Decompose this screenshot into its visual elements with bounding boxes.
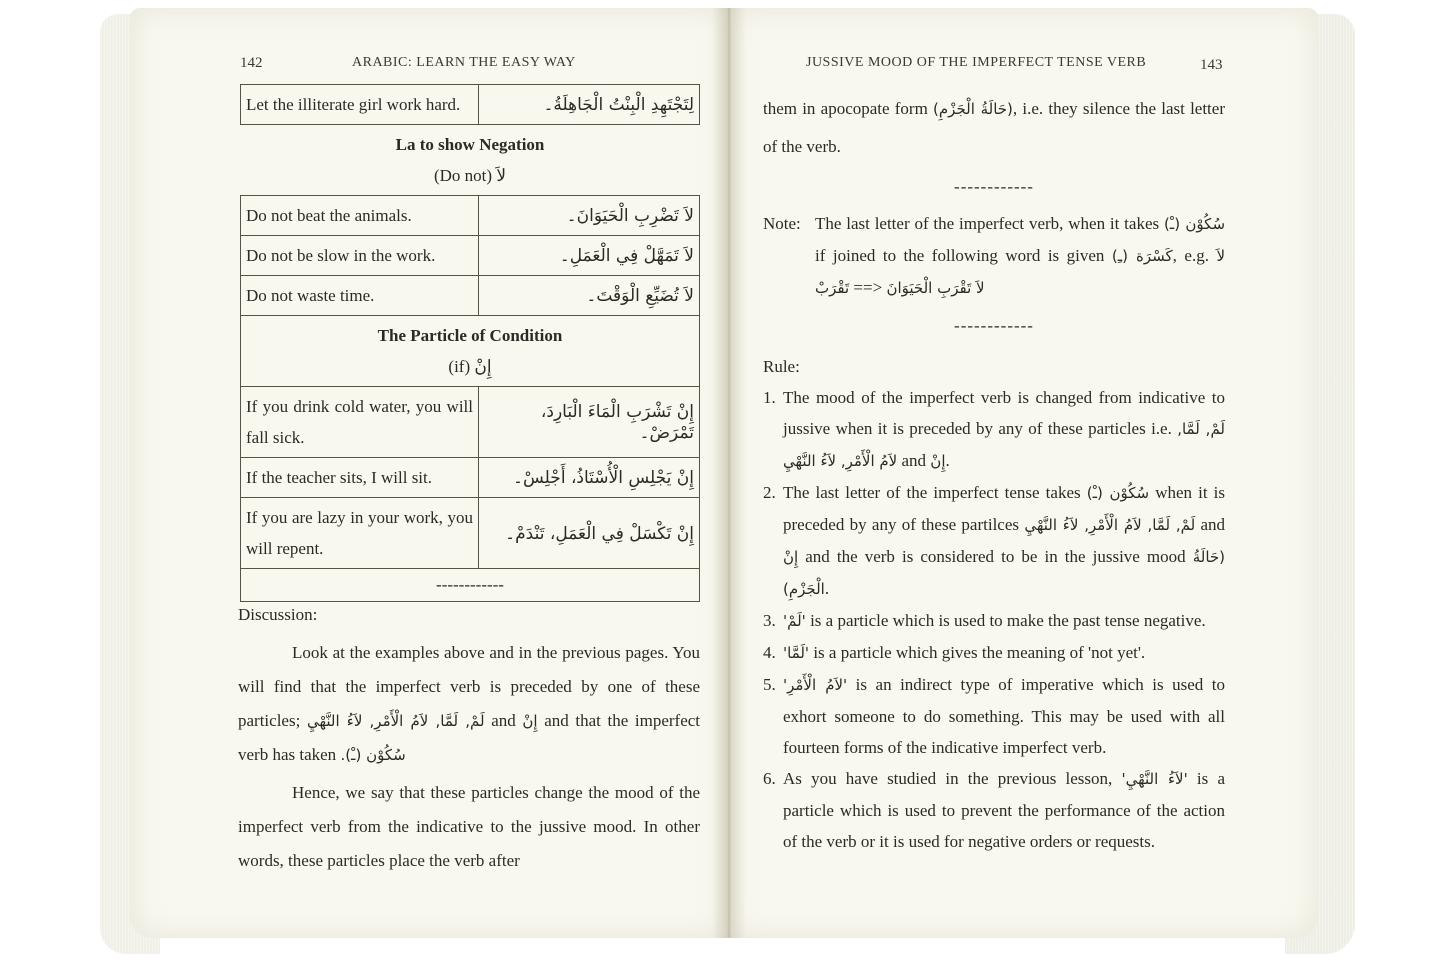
separator-dashes: ------------ [954, 177, 1034, 196]
list-item: 5. 'لاَمُ الْأَمْرِ' is an indirect type of imperative which is used to exhort someone to do something. This may be used with all fourteen forms of the indicative imperfect verb. [763, 675, 1225, 757]
arabic-cell: لِتَجْتَهِدِ الْبِنْتُ الْجَاهِلَةُ۔ [479, 85, 700, 125]
discussion-paragraph-1: Look at the examples above and in the previous pages. You will find that the imperfect verb is preceded by one of these particles; لَمْ, لَمَّا, لاَمُ الْأَمْرِ, لاَءُ النَّهْيِ and إِنْ and that the imperfect verb has taken سُكُوْن (ـْ). [238, 643, 701, 764]
closing-dashes: ------------ [241, 569, 700, 602]
section-subtitle-condition: (if) إِنْ [448, 357, 492, 376]
rule-label: Rule: [763, 357, 800, 376]
arabic-sukun: سُكُوْن (ـْ). [340, 746, 406, 764]
section-title-negation: La to show Negation [395, 135, 545, 154]
arabic-particle-in: إِنْ [522, 712, 538, 730]
table-row [241, 276, 700, 316]
right-page-number: 143 [1200, 57, 1223, 73]
english-cell: Do not waste time. [241, 276, 479, 316]
list-item: 6. As you have studied in the previous lesson, 'لاَءُ النَّهْيِ' is a particle which is used to prevent the performance of the action of the verb or it is used for negative orders or requests. [763, 769, 1226, 851]
english-cell: If you drink cold water, you will fall sick. [241, 387, 479, 458]
arabic-cell: إِنْ تَكْسَلْ فِي الْعَمَلِ، تَنْدَمْ۔ [479, 498, 700, 569]
arabic-cell: إِنْ يَجْلِسِ الْأُسْتَاذُ، أَجْلِسْ۔ [479, 458, 700, 498]
list-item: 3. 'لَمْ' is a particle which is used to make the past tense negative. [763, 611, 1206, 630]
right-page-body [763, 90, 1225, 857]
english-cell: Let the illiterate girl work hard. [241, 85, 479, 125]
left-running-head: ARABIC: LEARN THE EASY WAY [352, 55, 576, 70]
examples-table [240, 84, 700, 602]
section-header-row [241, 316, 700, 387]
table-row [241, 196, 700, 236]
arabic-cell: إِنْ تَشْرَبِ الْمَاءَ الْبَارِدَ، تَمْرَضْ۔ [479, 387, 700, 458]
table-row [241, 236, 700, 276]
english-cell: If you are lazy in your work, you will repent. [241, 498, 479, 569]
table-row [241, 85, 700, 125]
table-row [241, 458, 700, 498]
discussion-paragraph-2: Hence, we say that these particles change the mood of the imperfect verb from the indicative to the jussive mood. In other words, these particles place the verb after [238, 783, 700, 870]
left-page-number: 142 [240, 55, 263, 71]
arabic-cell: لاَ تُضَيِّعِ الْوَقْتَ۔ [479, 276, 700, 316]
separator-dashes: ------------ [954, 316, 1034, 335]
book-gutter [712, 8, 746, 938]
right-running-head: JUSSIVE MOOD OF THE IMPERFECT TENSE VERB [806, 55, 1147, 70]
arabic-cell: لاَ تَمَهَّلْ فِي الْعَمَلِ۔ [479, 236, 700, 276]
note-block: Note: The last letter of the imperfect verb, when it takes سُكُوْن (ـْ) if joined to the following word is given كَسْرَة (ـِ), e.g. لاَ تَقْرَبْ ==> لاَ تَقْرَبِ الْحَيَوَانَ [763, 208, 1225, 304]
list-item: 4. 'لَمَّا' is a particle which gives the meaning of 'not yet'. [763, 643, 1146, 662]
table-row [241, 387, 700, 458]
section-header-row [241, 125, 700, 196]
table-row [241, 498, 700, 569]
intro-paragraph: them in apocopate form (حَالَةُ الْجَزْمِ), i.e. they silence the last letter of the verb. [763, 99, 1225, 156]
section-subtitle-negation: (Do not) لاَ [433, 166, 507, 185]
rules-list [763, 382, 1225, 857]
english-cell: Do not beat the animals. [241, 196, 479, 236]
discussion-label: Discussion: [238, 605, 318, 624]
list-item: 2. The last letter of the imperfect tense takes سُكُوْن (ـْ) when it is preceded by any of these partilces لَمْ, لَمَّا, لاَمُ الْأَمْرِ, لاَءُ النَّهْيِ and إِنْ and the verb is considered to be in the jussive mood (حَالَةُ الْجَزْمِ). [763, 483, 1226, 598]
note-label: Note: [763, 214, 801, 233]
list-item: 1. The mood of the imperfect verb is changed from indicative to jussive when it is preceded by any of these particles i.e. لَمْ, لَمَّا, لاَمُ الْأَمْرِ, لاَءُ النَّهْيِ and إِنْ. [763, 388, 1226, 470]
table-closing-row [241, 569, 700, 602]
section-title-condition: The Particle of Condition [377, 326, 563, 345]
english-cell: Do not be slow in the work. [241, 236, 479, 276]
arabic-cell: لاَ تَضْرِبِ الْحَيَوَانَ۔ [479, 196, 700, 236]
english-cell: If the teacher sits, I will sit. [241, 458, 479, 498]
discussion-section [238, 600, 700, 878]
arabic-particles: لَمْ, لَمَّا, لاَمُ الْأَمْرِ, لاَءُ النَّهْيِ [306, 712, 485, 730]
